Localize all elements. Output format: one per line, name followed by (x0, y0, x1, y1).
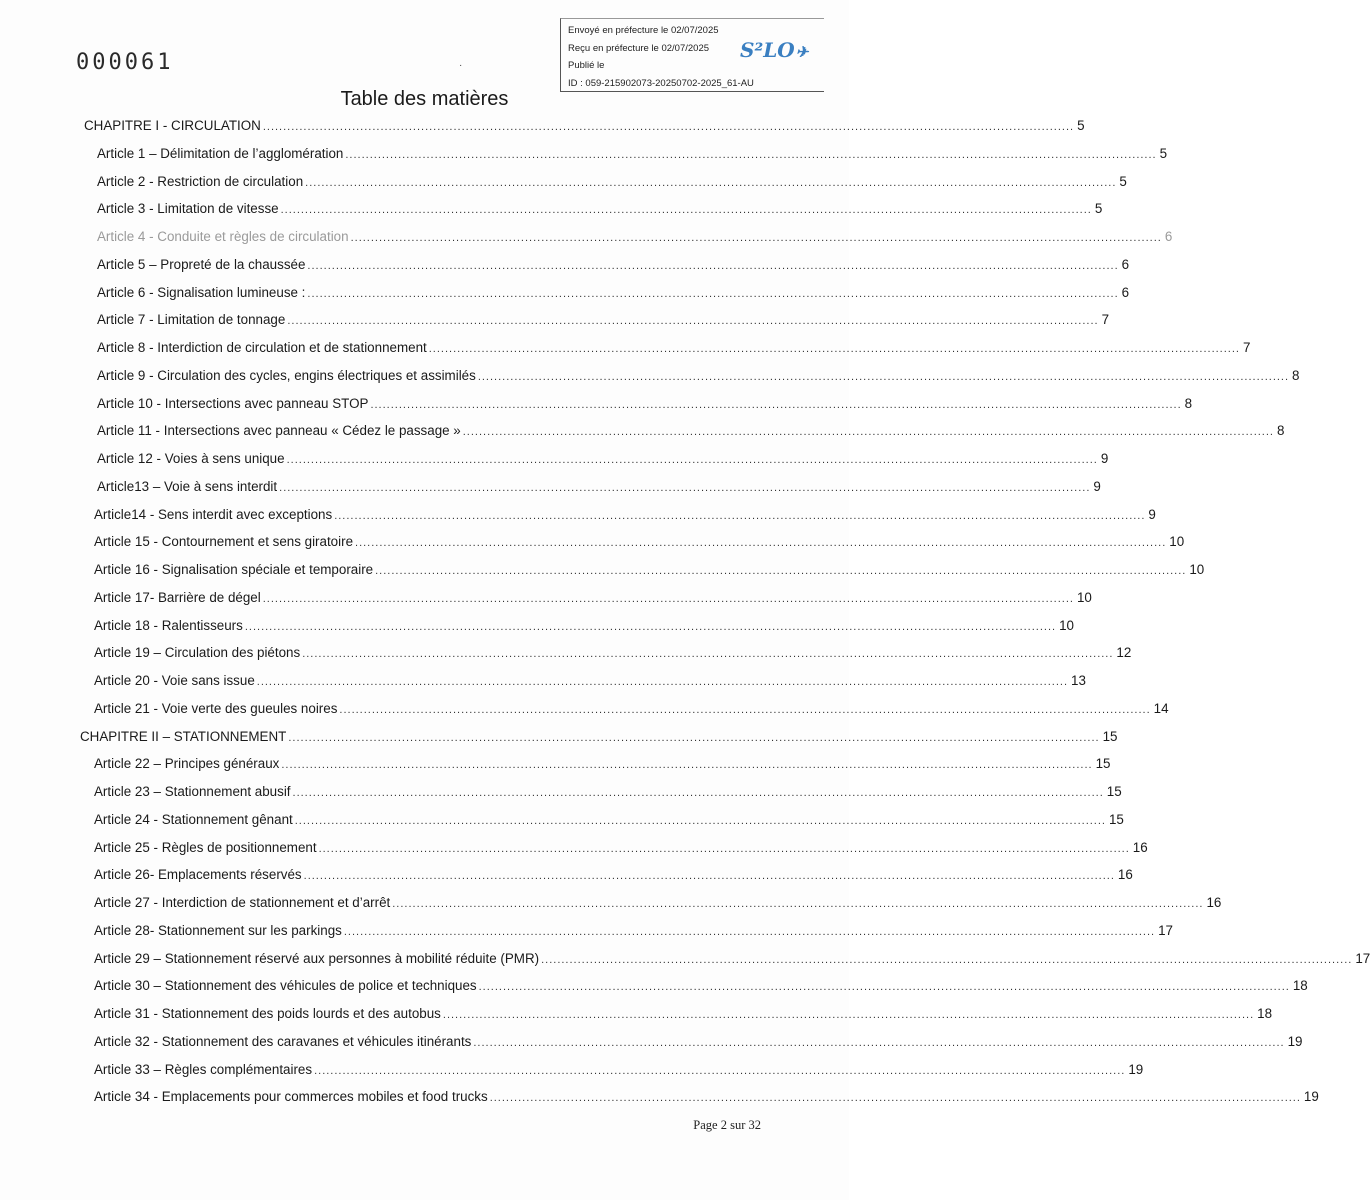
dot-leader: ........................................................................................................................................................................................................ (473, 1036, 1285, 1049)
toc-entry-label: Article 16 - Signalisation spéciale et temporaire (94, 562, 374, 577)
toc-entry-page: 8 (1276, 423, 1285, 439)
toc-entry-label: Article 27 - Interdiction de stationnement et d’arrêt (94, 895, 391, 910)
toc-entry-page: 16 (1132, 839, 1148, 855)
toc-article-entry (97, 478, 1101, 501)
dot-leader: ........................................................................................................................................................................................................ (375, 565, 1187, 577)
toc-entry-page: 18 (1257, 1006, 1273, 1021)
toc-article-entry (94, 589, 1092, 612)
dot-leader: ........................................................................................................................................................................................................ (339, 703, 1151, 716)
stamp-id: ID : 059-215902073-20250702-2025_61-AU (568, 77, 754, 89)
dot-leader: ........................................................................................................................................................................................................ (343, 925, 1156, 938)
toc-entry-label: Article 19 – Circulation des piétons (94, 645, 301, 661)
dot-leader: ........................................................................................................................................................................................................ (489, 1092, 1301, 1105)
toc-entry-page: 7 (1101, 312, 1110, 328)
toc-entry-page: 10 (1189, 562, 1205, 577)
dot-leader: ........................................................................................................................................................................................................ (288, 731, 1100, 744)
toc-entry-page: 8 (1292, 367, 1300, 383)
dot-leader: ........................................................................................................................................................................................................ (302, 648, 1114, 661)
dot-leader: ........................................................................................................................................................................................................ (244, 620, 1057, 633)
toc-entry-label: Article 25 - Règles de positionnement (94, 839, 317, 855)
toc-article-entry (94, 645, 1132, 667)
toc-entry-page: 5 (1119, 173, 1127, 189)
toc-entry-label: Article 28- Stationnement sur les parkings (94, 922, 342, 938)
toc-entry-label: Article 20 - Voie sans issue (94, 673, 255, 688)
toc-chapter-entry (84, 118, 1085, 140)
dot-leader: ........................................................................................................................................................................................................ (292, 787, 1104, 799)
page-footer: Page 2 sur 32 (693, 1118, 761, 1132)
stamp-received: Reçu en préfecture le 02/07/2025 (568, 42, 710, 54)
dot-leader: ........................................................................................................................................................................................................ (355, 537, 1167, 550)
toc-entry-label: Article 26- Emplacements réservés (94, 867, 302, 883)
toc-article-entry (97, 284, 1130, 307)
dot-leader: ........................................................................................................................................................................................................ (262, 121, 1075, 133)
dot-leader: ........................................................................................................................................................................................................ (478, 981, 1290, 994)
toc-entry-page: 15 (1102, 728, 1118, 744)
toc-article-entry (97, 395, 1193, 418)
toc-chapter-entry (80, 728, 1118, 751)
toc-article-entry (97, 256, 1130, 279)
toc-entry-page: 15 (1106, 784, 1122, 799)
toc-entry-label: Article 15 - Contournement et sens giratoire (94, 534, 354, 550)
dot-leader: ........................................................................................................................................................................................................ (318, 842, 1130, 855)
toc-entry-page: 6 (1164, 229, 1173, 244)
toc-article-entry (94, 895, 1222, 917)
toc-entry-page: 19 (1287, 1033, 1303, 1049)
toc-entry-label: Article 1 – Délimitation de l’agglomération (97, 145, 344, 161)
toc-entry-label: Article 11 - Intersections avec panneau « Cédez le passage » (97, 423, 461, 439)
toc-title: Table des matières (340, 88, 509, 110)
toc-entry-label: Article 30 – Stationnement des véhicules de police et techniques (94, 978, 477, 994)
toc-entry-label: Article 23 – Stationnement abusif (94, 784, 291, 799)
toc-entry-page: 16 (1206, 895, 1222, 910)
toc-entry-label: Article 4 - Conduite et règles de circulation (97, 229, 349, 244)
toc-article-entry (94, 811, 1124, 834)
dot-leader: ........................................................................................................................................................................................................ (286, 454, 1098, 466)
toc-article-entry (94, 922, 1173, 945)
dot-leader: ........................................................................................................................................................................................................ (262, 592, 1074, 605)
toc-article-entry (94, 784, 1122, 806)
toc-entry-page: 6 (1121, 284, 1130, 300)
dot-leader: ........................................................................................................................................................................................................ (314, 1064, 1126, 1077)
document-number: 000061 (76, 50, 174, 75)
toc-entry-page: 15 (1095, 756, 1111, 772)
toc-article-entry (94, 700, 1169, 723)
toc-entry-label: Article 21 - Voie verte des gueules noires (94, 700, 338, 716)
scan-speck: · (459, 60, 463, 71)
toc-article-entry (97, 340, 1251, 362)
dot-leader: ........................................................................................................................................................................................................ (428, 343, 1240, 355)
dot-leader: ........................................................................................................................................................................................................ (350, 232, 1162, 244)
stamp-published: Publié le (568, 60, 605, 71)
toc-article-entry (94, 506, 1156, 529)
dot-leader: ........................................................................................................................................................................................................ (477, 370, 1290, 383)
toc-entry-page: 5 (1077, 118, 1085, 133)
dot-leader: ........................................................................................................................................................................................................ (442, 1009, 1255, 1021)
toc-entry-page: 19 (1128, 1061, 1144, 1077)
toc-entry-page: 12 (1116, 645, 1132, 661)
toc-entry-label: Article 24 - Stationnement gênant (94, 811, 293, 827)
dot-leader: ........................................................................................................................................................................................................ (462, 426, 1274, 439)
toc-article-entry (94, 673, 1086, 695)
toc-entry-page: 6 (1121, 256, 1130, 272)
toc-entry-label: CHAPITRE I - CIRCULATION (84, 118, 261, 133)
toc-article-entry (94, 1033, 1303, 1056)
toc-article-entry (97, 367, 1300, 390)
dot-leader: ........................................................................................................................................................................................................ (345, 148, 1157, 161)
dot-leader: ........................................................................................................................................................................................................ (307, 259, 1119, 272)
toc-entry-page: 14 (1153, 700, 1169, 716)
toc-entry-page: 5 (1094, 201, 1103, 217)
toc-entry-page: 9 (1148, 506, 1156, 522)
toc-entry-page: 9 (1100, 451, 1109, 466)
dot-leader: ........................................................................................................................................................................................................ (370, 398, 1182, 411)
toc-entry-label: Article 32 - Stationnement des caravanes et véhicules itinérants (94, 1033, 472, 1049)
toc-article-entry (94, 1061, 1144, 1084)
toc-article-entry (94, 534, 1185, 556)
toc-article-entry (94, 867, 1133, 889)
toc-article-entry (97, 423, 1285, 445)
toc-entry-page: 5 (1159, 145, 1168, 161)
toc-entry-label: Article 31 - Stationnement des poids lourds et des autobus (94, 1006, 441, 1021)
toc-entry-page: 9 (1093, 478, 1101, 494)
toc-article-entry (97, 451, 1109, 473)
s2lo-logo (740, 38, 808, 62)
toc-article-entry (97, 201, 1103, 223)
toc-entry-label: Article 3 - Limitation de vitesse (97, 201, 279, 217)
toc-entry-page: 10 (1059, 617, 1074, 633)
dot-leader: ........................................................................................................................................................................................................ (334, 509, 1146, 522)
toc-article-entry (94, 839, 1148, 862)
toc-article-entry (94, 562, 1205, 584)
toc-article-entry (94, 978, 1308, 1000)
toc-entry-page: 18 (1292, 978, 1308, 994)
toc-entry-label: Article13 – Voie à sens interdit (97, 478, 278, 494)
dot-leader: ........................................................................................................................................................................................................ (281, 759, 1093, 772)
toc-entry-label: Article 9 - Circulation des cycles, engins électriques et assimilés (97, 367, 476, 383)
dot-leader: ........................................................................................................................................................................................................ (256, 676, 1068, 688)
toc-entry-page: 15 (1108, 811, 1124, 827)
toc-entry-page: 10 (1076, 589, 1092, 605)
logo-wing-icon: ✈ (795, 43, 809, 61)
toc-entry-label: Article 17- Barrière de dégel (94, 589, 261, 605)
dot-leader: ........................................................................................................................................................................................................ (279, 481, 1091, 494)
toc-entry-label: Article 18 - Ralentisseurs (94, 617, 243, 633)
toc-entry-page: 13 (1071, 673, 1086, 688)
toc-entry-label: Article 2 - Restriction de circulation (97, 173, 304, 189)
toc-article-entry (94, 617, 1074, 640)
toc-entry-label: Article 8 - Interdiction de circulation et de stationnement (97, 340, 427, 355)
toc-entry-label: Article 29 – Stationnement réservé aux personnes à mobilité réduite (PMR) (94, 950, 540, 966)
toc-article-entry (94, 756, 1111, 778)
toc-article-entry (97, 312, 1110, 334)
toc-entry-label: Article 6 - Signalisation lumineuse : (97, 284, 306, 300)
toc-entry-page: 19 (1303, 1089, 1319, 1105)
toc-entry-label: Article 10 - Intersections avec panneau STOP (97, 395, 369, 411)
toc-entry-page: 17 (1158, 922, 1173, 938)
toc-article-entry (94, 950, 1370, 973)
toc-article-entry (94, 1089, 1319, 1111)
stamp-sent: Envoyé en préfecture le 02/07/2025 (568, 25, 719, 36)
toc-entry-label: Article 7 - Limitation de tonnage (97, 312, 286, 328)
toc-article-entry (97, 145, 1168, 168)
dot-leader: ........................................................................................................................................................................................................ (392, 898, 1204, 910)
toc-entry-label: CHAPITRE II – STATIONNEMENT (80, 728, 287, 744)
toc-entry-page: 7 (1242, 340, 1251, 355)
dot-leader: ........................................................................................................................................................................................................ (287, 315, 1099, 328)
s2lo-logo-text: S²LO (740, 38, 795, 62)
toc-entry-label: Article14 - Sens interdit avec exceptions (94, 506, 333, 522)
toc-entry-page: 16 (1117, 867, 1133, 883)
toc-entry-label: Article 33 – Règles complémentaires (94, 1061, 313, 1077)
dot-leader: ........................................................................................................................................................................................................ (307, 287, 1119, 300)
dot-leader: ........................................................................................................................................................................................................ (303, 870, 1115, 883)
toc-entry-page: 10 (1169, 534, 1185, 550)
toc-entry-label: Article 5 – Propreté de la chaussée (97, 256, 306, 272)
dot-leader: ........................................................................................................................................................................................................ (294, 814, 1106, 827)
toc-entry-label: Article 22 – Principes généraux (94, 756, 280, 772)
toc-article-entry (94, 1006, 1273, 1028)
toc-article-entry (97, 229, 1173, 251)
toc-entry-label: Article 34 - Emplacements pour commerces mobiles et food trucks (94, 1089, 488, 1105)
dot-leader: ........................................................................................................................................................................................................ (541, 953, 1353, 966)
toc-entry-page: 17 (1355, 950, 1370, 966)
dot-leader: ........................................................................................................................................................................................................ (305, 176, 1117, 189)
toc-entry-label: Article 12 - Voies à sens unique (97, 451, 285, 466)
dot-leader: ........................................................................................................................................................................................................ (280, 204, 1092, 217)
toc-entry-page: 8 (1184, 395, 1193, 411)
toc-article-entry (97, 173, 1127, 196)
